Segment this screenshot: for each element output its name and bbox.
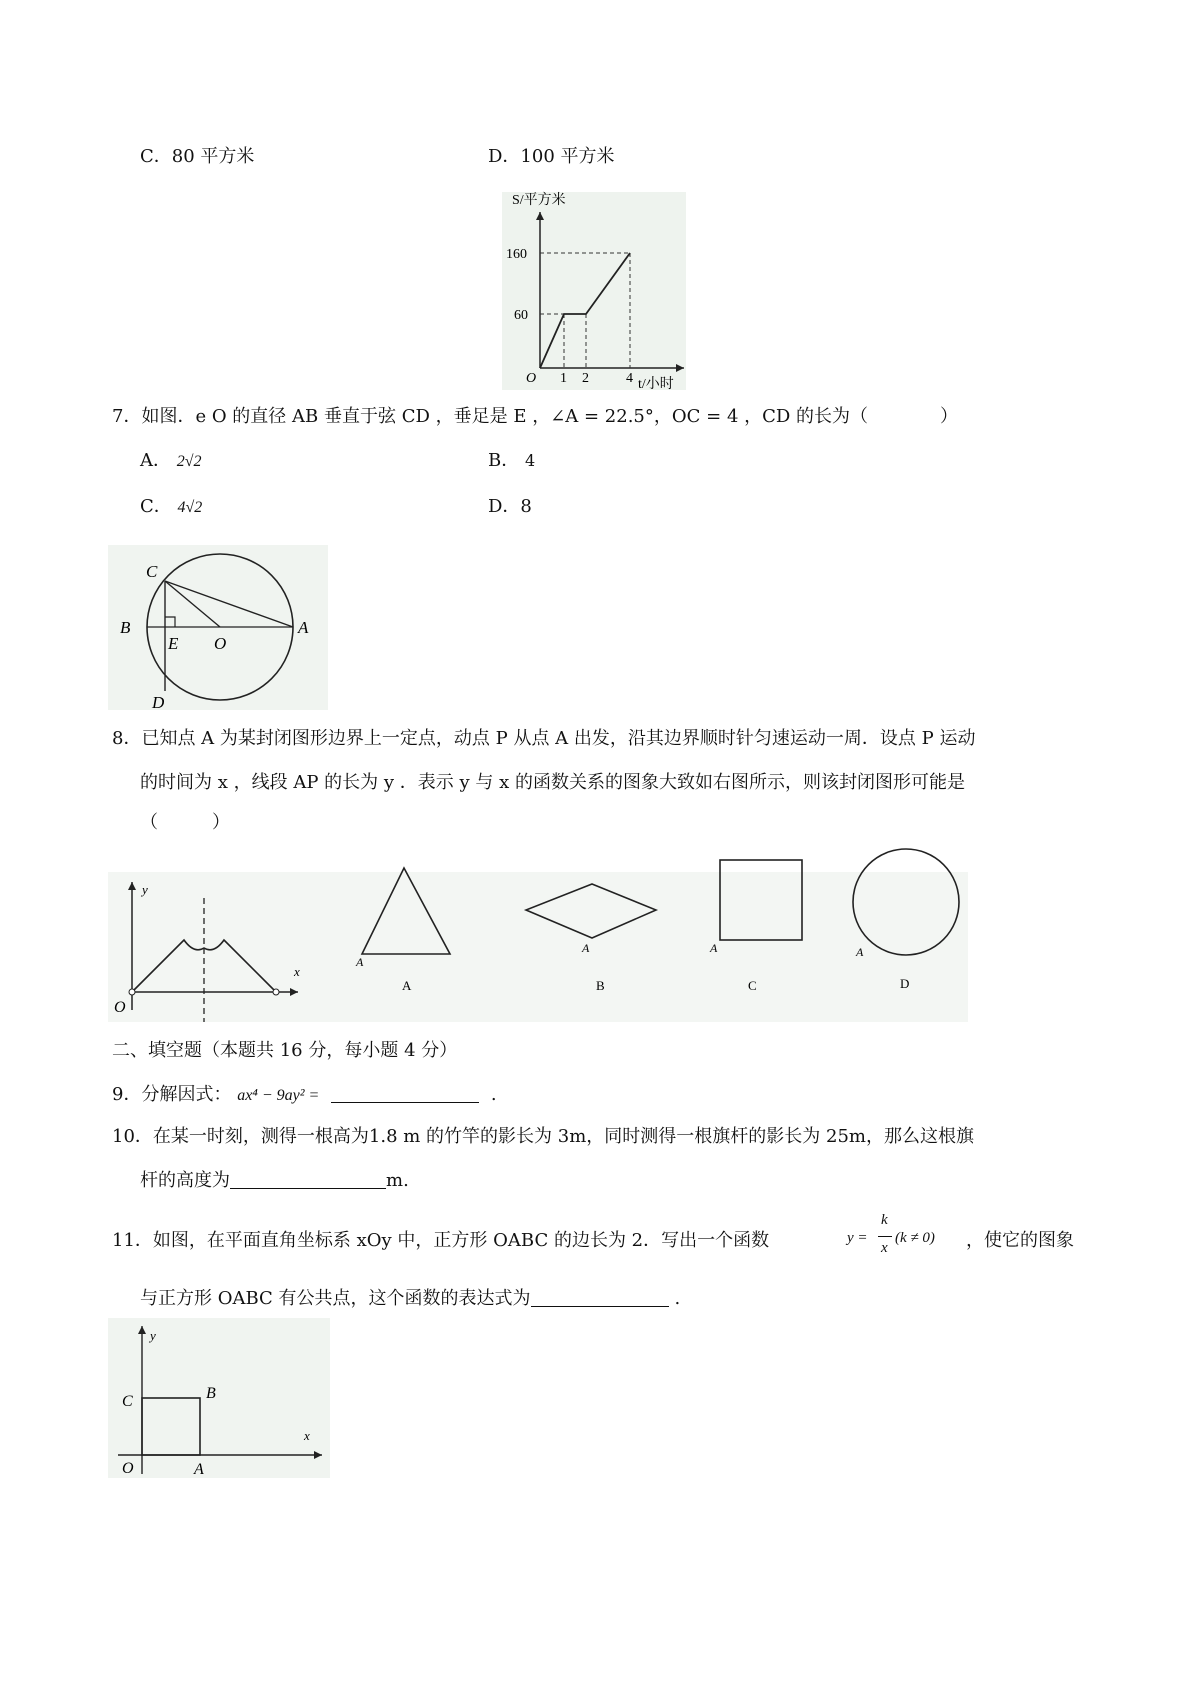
q7-option-c-value: 4√2 [177,499,203,516]
q7-label-e: E [168,634,179,653]
q7-option-b-letter: B． [488,450,520,471]
q8-line2: 的时间为 x ，线段 AP 的长为 y ．表示 y 与 x 的函数关系的图象大致如右图所示，则该封闭图形可能是 [140,772,965,793]
q8-shape-triangle [350,862,480,1002]
q6-y-axis-label: S/平方米 [512,193,566,208]
q11-square-figure [108,1318,330,1478]
q11-func-denominator: x [881,1240,888,1256]
q7-option-c [140,496,202,519]
q11-label-b: B [206,1385,216,1402]
q9 [112,1084,497,1107]
q8-function-graph [108,872,308,1022]
q8-graph-origin-label: O [114,999,126,1016]
q10-answer-blank[interactable] [230,1170,386,1189]
q8-shape-square [708,856,818,1002]
q6-y-tick-60: 60 [514,308,528,323]
q8-caption-c: C [748,978,757,993]
q6-option-d: D．100 平方米 [488,146,615,167]
q6-x-axis-label: t/小时 [638,377,674,392]
q11-func-condition: (k ≠ 0) [895,1230,935,1246]
q11-fraction-bar [878,1236,892,1237]
q10-line2-prefix: 杆的高度为 [140,1170,230,1191]
q6-x-tick-2: 2 [582,371,589,386]
q10-line2-suffix: m. [386,1170,409,1191]
q7-option-a-letter: A． [140,450,171,471]
q9-expression: ax⁴ − 9ay² = [237,1087,320,1104]
q8-shape-circle [848,856,978,1002]
q7-circle-figure [108,545,328,710]
q7-stem: 7．如图．e O 的直径 AB 垂直于弦 CD ，垂足是 E ，∠A = 22.5°，OC = 4 ，CD 的长为（ ） [112,406,959,427]
section-title-fill-blank: 二、填空题（本题共 16 分，每小题 4 分） [112,1040,458,1061]
q10-line2 [140,1170,409,1192]
q6-x-tick-4: 4 [626,371,633,386]
q8-caption-b: B [596,978,605,993]
q6-x-tick-1: 1 [560,371,567,386]
q11-line2-suffix: . [674,1288,681,1309]
q11-line1-prefix: 11．如图，在平面直角坐标系 xOy 中，正方形 OABC 的边长为 2．写出一个函数 [112,1230,770,1251]
q11-line1 [112,1230,769,1252]
q11-label-c: C [122,1393,133,1410]
q8-caption-d: D [900,976,910,991]
q11-line2 [140,1288,680,1310]
q10-line1: 10．在某一时刻，测得一根高为1.8 m 的竹竿的影长为 3m，同时测得一根旗杆的影长为 25m，那么这根旗 [112,1126,974,1147]
q8-rhombus-vertex-label: A [582,941,590,955]
q8-circle-vertex-label: A [856,945,864,959]
q11-function-expression [847,1212,959,1262]
q7-label-a: A [298,618,309,637]
q8-line3: （ ） [140,812,230,833]
q7-option-c-letter: C． [140,496,172,517]
q7-option-b [488,450,535,472]
q11-func-numerator: k [881,1212,888,1228]
q7-label-c: C [146,562,158,581]
q8-graph-y-label: y [142,882,148,897]
q11-label-y: y [150,1328,156,1343]
q11-func-lhs: y = [847,1230,868,1246]
q11-line1-suffix: ，使它的图象 [966,1230,1074,1251]
q7-label-b: B [120,618,131,637]
q11-label-o: O [122,1460,134,1477]
q11-label-x: x [304,1428,310,1443]
q7-option-a-value: 2√2 [176,453,202,470]
q6-y-tick-160: 160 [506,247,527,262]
q7-label-d: D [152,693,165,712]
q11-line2-prefix: 与正方形 OABC 有公共点，这个函数的表达式为 [140,1288,531,1309]
q9-prefix: 9．分解因式： [112,1084,232,1105]
q8-line1: 8．已知点 A 为某封闭图形边界上一定点，动点 P 从点 A 出发，沿其边界顺时针匀速运动一周．设点 P 运动 [112,728,976,749]
q9-suffix: . [490,1084,497,1105]
q8-triangle-vertex-label: A [356,955,364,969]
q7-label-o: O [214,634,227,653]
q8-square-vertex-label: A [710,941,718,955]
q6-origin-label: O [526,371,537,386]
q7-option-a [140,450,202,473]
q7-option-b-value: 4 [524,451,536,470]
q9-answer-blank[interactable] [331,1084,479,1103]
q11-label-a: A [194,1461,204,1478]
q6-option-c: C．80 平方米 [140,146,255,167]
q6-area-time-graph [502,192,686,390]
q8-graph-x-label: x [294,964,300,979]
q8-shape-rhombus [520,862,670,1002]
q8-caption-a: A [402,978,412,993]
q11-answer-blank[interactable] [531,1288,669,1307]
q7-option-d: D．8 [488,496,532,517]
